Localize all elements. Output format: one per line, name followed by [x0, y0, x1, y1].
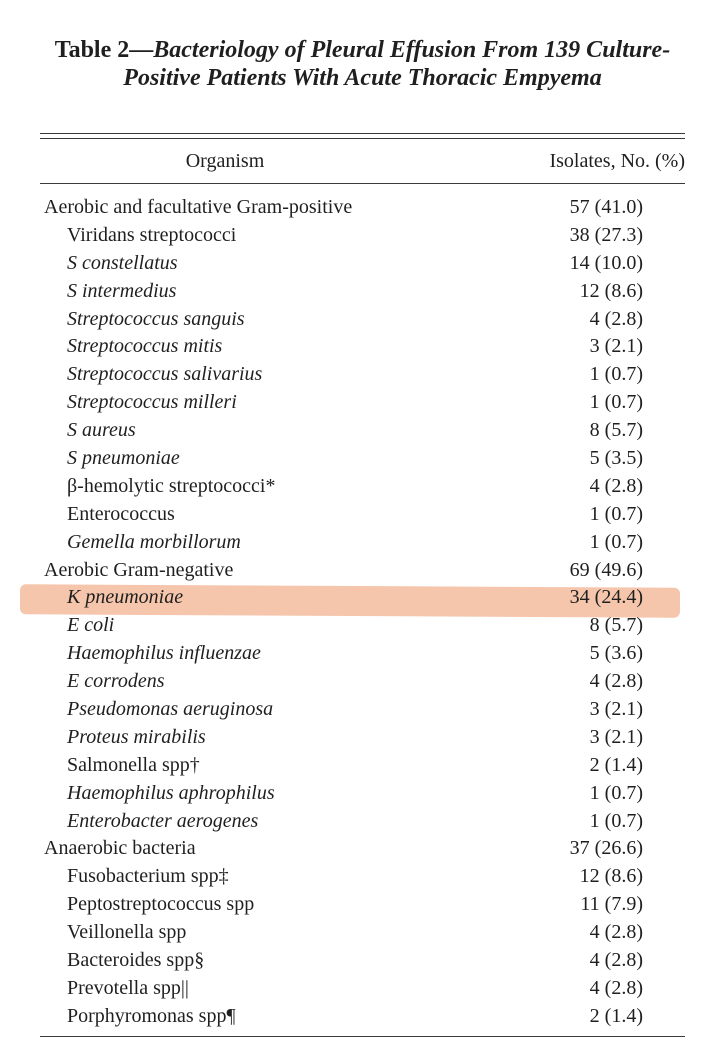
- isolates-cell: 37 (26.6): [569, 837, 643, 860]
- table-row: [40, 723, 685, 751]
- isolates-cell: 34 (24.4): [569, 586, 643, 609]
- table-row: [40, 249, 685, 277]
- table-row: [40, 472, 685, 500]
- table-row: [40, 556, 685, 584]
- isolates-cell: 3 (2.1): [589, 725, 643, 748]
- organism-cell: Veillonella spp: [67, 921, 187, 944]
- organism-cell: Haemophilus influenzae: [67, 642, 261, 665]
- organism-cell: Porphyromonas spp¶: [67, 1004, 236, 1027]
- table-row: [40, 583, 685, 611]
- organism-cell: Salmonella spp†: [67, 753, 200, 776]
- isolates-cell: 4 (2.8): [589, 976, 643, 999]
- organism-cell: Peptostreptococcus spp: [67, 893, 255, 916]
- bottom-rule: [40, 1036, 685, 1037]
- isolates-cell: 3 (2.1): [589, 698, 643, 721]
- table-title: [40, 36, 685, 92]
- table-row: [40, 611, 685, 639]
- isolates-cell: 5 (3.6): [589, 642, 643, 665]
- organism-cell: Viridans streptococci: [67, 223, 237, 246]
- organism-cell: Streptococcus mitis: [67, 335, 223, 358]
- isolates-cell: 4 (2.8): [589, 949, 643, 972]
- table-row: [40, 667, 685, 695]
- isolates-cell: 5 (3.5): [589, 447, 643, 470]
- table-row: [40, 360, 685, 388]
- organism-cell: S constellatus: [67, 251, 178, 274]
- table-row: [40, 332, 685, 360]
- isolates-cell: 2 (1.4): [589, 1004, 643, 1027]
- organism-cell: S pneumoniae: [67, 447, 180, 470]
- table-row: [40, 890, 685, 918]
- isolates-cell: 1 (0.7): [589, 391, 643, 414]
- isolates-cell: 1 (0.7): [589, 809, 643, 832]
- organism-cell: Anaerobic bacteria: [44, 837, 196, 860]
- organism-cell: Proteus mirabilis: [67, 725, 206, 748]
- isolates-cell: 8 (5.7): [589, 614, 643, 637]
- organism-cell: Bacteroides spp§: [67, 949, 205, 972]
- isolates-cell: 1 (0.7): [589, 502, 643, 525]
- isolates-cell: 4 (2.8): [589, 307, 643, 330]
- table-row: [40, 695, 685, 723]
- organism-cell: S intermedius: [67, 279, 177, 302]
- isolates-cell: 38 (27.3): [569, 223, 643, 246]
- organism-cell: Haemophilus aphrophilus: [67, 781, 275, 804]
- organism-cell: Enterobacter aerogenes: [67, 809, 259, 832]
- organism-cell: Pseudomonas aeruginosa: [67, 698, 274, 721]
- table-row: [40, 751, 685, 779]
- organism-cell: E coli: [67, 614, 115, 637]
- organism-cell: Aerobic and facultative Gram-positive: [44, 196, 353, 218]
- organism-cell: S aureus: [67, 419, 136, 442]
- organism-cell: β-hemolytic streptococci*: [67, 474, 276, 497]
- isolates-cell: 4 (2.8): [589, 921, 643, 944]
- column-header-organism: Organism: [185, 150, 265, 172]
- table-row: [40, 221, 685, 249]
- table-body: [40, 193, 685, 1030]
- organism-cell: Prevotella spp||: [67, 976, 189, 999]
- isolates-cell: 1 (0.7): [589, 363, 643, 386]
- table-row: [40, 528, 685, 556]
- organism-cell: Aerobic Gram-negative: [44, 558, 234, 581]
- organism-cell: Enterococcus: [67, 502, 175, 525]
- isolates-cell: 2 (1.4): [589, 753, 643, 776]
- isolates-cell: 1 (0.7): [589, 781, 643, 804]
- table-header-row: [40, 146, 685, 176]
- organism-cell: E corrodens: [67, 670, 165, 693]
- header-rule: [40, 183, 685, 184]
- table-row: [40, 193, 685, 221]
- organism-cell: Gemella morbillorum: [67, 530, 241, 553]
- table-row: [40, 444, 685, 472]
- table-row: [40, 305, 685, 333]
- table-row: [40, 1002, 685, 1030]
- top-rule-2: [40, 138, 685, 139]
- table-row: [40, 862, 685, 890]
- table-number: Table 2—: [54, 37, 154, 63]
- table-row: [40, 500, 685, 528]
- table-row: [40, 277, 685, 305]
- organism-cell: K pneumoniae: [67, 586, 184, 609]
- table-row: [40, 388, 685, 416]
- isolates-cell: 69 (49.6): [569, 558, 643, 581]
- table-row: [40, 834, 685, 862]
- table-row: [40, 639, 685, 667]
- organism-cell: Streptococcus sanguis: [67, 307, 245, 330]
- table-row: [40, 974, 685, 1002]
- isolates-cell: 12 (8.6): [579, 865, 643, 888]
- isolates-cell: 57 (41.0): [569, 196, 643, 218]
- table-row: [40, 946, 685, 974]
- table-row: [40, 918, 685, 946]
- organism-cell: Streptococcus salivarius: [67, 363, 263, 386]
- isolates-cell: 4 (2.8): [589, 670, 643, 693]
- isolates-cell: 14 (10.0): [569, 251, 643, 274]
- isolates-cell: 4 (2.8): [589, 474, 643, 497]
- table-row: [40, 807, 685, 835]
- table-caption: Bacteriology of Pleural Effusion From 139 Culture-Positive Patients With Acute Thoracic Empyema: [123, 37, 671, 91]
- organism-cell: Fusobacterium spp‡: [67, 865, 229, 888]
- isolates-cell: 8 (5.7): [589, 419, 643, 442]
- isolates-cell: 3 (2.1): [589, 335, 643, 358]
- table-row: [40, 416, 685, 444]
- table-row: [40, 779, 685, 807]
- isolates-cell: 12 (8.6): [579, 279, 643, 302]
- isolates-cell: 1 (0.7): [589, 530, 643, 553]
- column-header-isolates: Isolates, No. (%): [549, 150, 685, 172]
- top-rule-1: [40, 133, 685, 134]
- organism-cell: Streptococcus milleri: [67, 391, 237, 414]
- isolates-cell: 11 (7.9): [580, 893, 643, 916]
